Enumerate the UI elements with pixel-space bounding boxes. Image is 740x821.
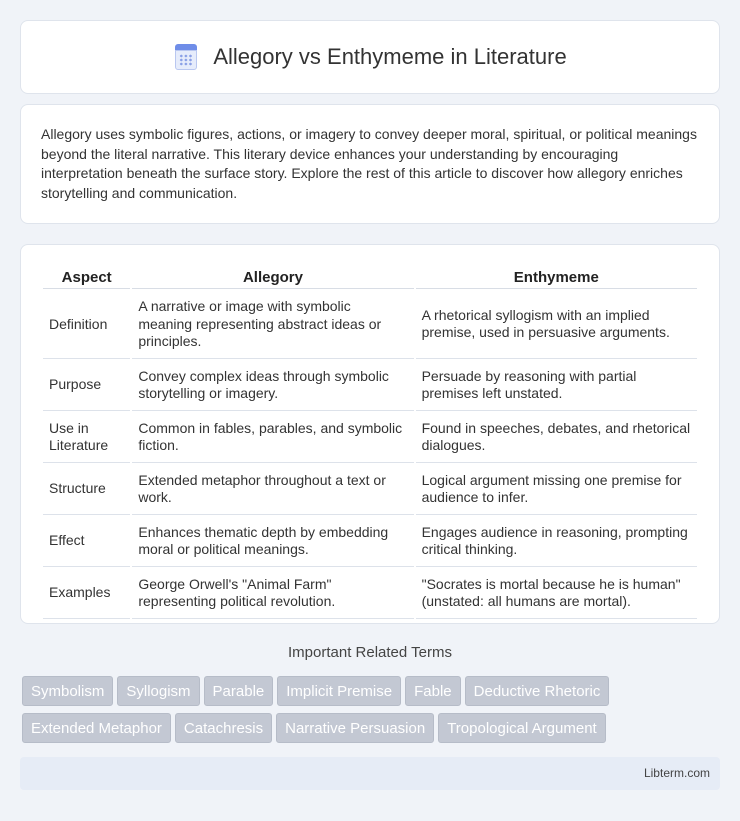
row-enthymeme: Engages audience in reasoning, prompting critical thinking. xyxy=(416,517,697,567)
footer xyxy=(20,757,720,790)
tag-fable[interactable]: Fable xyxy=(405,676,461,706)
row-allegory: Extended metaphor throughout a text or work. xyxy=(132,465,413,515)
row-aspect: Use in Literature xyxy=(43,413,130,463)
row-aspect: Effect xyxy=(43,517,130,567)
table-row xyxy=(43,361,697,411)
table-row xyxy=(43,569,697,619)
table-header-row xyxy=(43,265,697,289)
table-row xyxy=(43,465,697,515)
calendar-grid-icon xyxy=(173,44,199,70)
related-terms-title: Important Related Terms xyxy=(288,644,452,661)
tag-parable[interactable]: Parable xyxy=(204,676,274,706)
tag-deductive-rhetoric[interactable]: Deductive Rhetoric xyxy=(465,676,610,706)
comparison-card xyxy=(20,244,720,624)
row-aspect: Examples xyxy=(43,569,130,619)
row-allegory: A narrative or image with symbolic meaning representing abstract ideas or principles. xyxy=(132,291,413,359)
header-aspect: Aspect xyxy=(43,265,130,289)
tag-implicit-premise[interactable]: Implicit Premise xyxy=(277,676,401,706)
row-aspect: Structure xyxy=(43,465,130,515)
tag-syllogism[interactable]: Syllogism xyxy=(117,676,199,706)
row-aspect: Purpose xyxy=(43,361,130,411)
row-enthymeme: A rhetorical syllogism with an implied premise, used in persuasive arguments. xyxy=(416,291,697,359)
comparison-table xyxy=(41,263,699,621)
row-enthymeme: Persuade by reasoning with partial premises left unstated. xyxy=(416,361,697,411)
row-allegory: Convey complex ideas through symbolic storytelling or imagery. xyxy=(132,361,413,411)
intro-text: Allegory uses symbolic figures, actions, or imagery to convey deeper moral, spiritual, or political meanings beyond the literal narrative. This literary device enhances your understanding by encouraging interpretation beneath the surface story. Explore the rest of this article to discover how allegory enriches storytelling and communication. xyxy=(41,126,697,201)
title-card xyxy=(20,20,720,94)
intro-card xyxy=(20,104,720,224)
tag-catachresis[interactable]: Catachresis xyxy=(175,713,272,743)
tag-symbolism[interactable]: Symbolism xyxy=(22,676,113,706)
row-enthymeme: Found in speeches, debates, and rhetorical dialogues. xyxy=(416,413,697,463)
row-allegory: George Orwell's "Animal Farm" representing political revolution. xyxy=(132,569,413,619)
page-title: Allegory vs Enthymeme in Literature xyxy=(213,44,567,69)
tag-extended-metaphor[interactable]: Extended Metaphor xyxy=(22,713,171,743)
table-row xyxy=(43,413,697,463)
tag-tropological-argument[interactable]: Tropological Argument xyxy=(438,713,606,743)
footer-link[interactable]: Libterm.com xyxy=(643,766,710,780)
row-enthymeme: "Socrates is mortal because he is human" (unstated: all humans are mortal). xyxy=(416,569,697,619)
row-allegory: Enhances thematic depth by embedding moral or political meanings. xyxy=(132,517,413,567)
related-tags xyxy=(22,676,722,750)
header-allegory: Allegory xyxy=(132,265,413,289)
table-row xyxy=(43,291,697,359)
row-aspect: Definition xyxy=(43,291,130,359)
table-row xyxy=(43,517,697,567)
tag-narrative-persuasion[interactable]: Narrative Persuasion xyxy=(276,713,434,743)
row-enthymeme: Logical argument missing one premise for audience to infer. xyxy=(416,465,697,515)
row-allegory: Common in fables, parables, and symbolic fiction. xyxy=(132,413,413,463)
header-enthymeme: Enthymeme xyxy=(416,265,697,289)
